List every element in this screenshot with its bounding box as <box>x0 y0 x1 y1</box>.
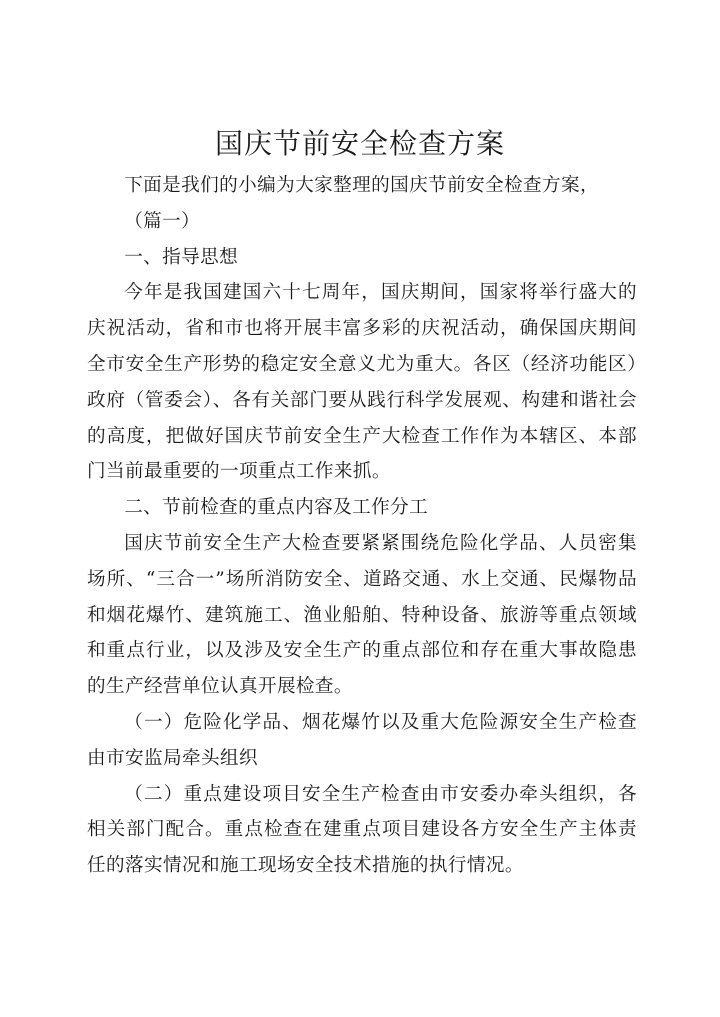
document-title: 国庆节前安全检查方案 <box>214 127 505 160</box>
paragraph-item-two: （二）重点建设项目安全生产检查由市安委办牵头组织，各相关部门配合。重点检查在建重点项目建设各方安全生产主体责任的落实情况和施工现场安全技术措施的执行情况。 <box>87 783 637 877</box>
paragraph-item-one: （一）危险化学品、烟花爆竹以及重大危险源安全生产检查由市安监局牵头组织 <box>87 711 637 769</box>
paragraph-section-label: （篇一） <box>124 210 201 232</box>
paragraph-inspection-focus: 国庆节前安全生产大检查要紧紧围绕危险化学品、人员密集场所、“三合一”场所消防安全、道路交通、水上交通、民爆物品和烟花爆竹、建筑施工、渔业船舶、特种设备、旅游等重点领域和重点行业，以及涉及安全生产的重点部位和存在重大事故隐患的生产经营单位认真开展检查。 <box>87 532 637 698</box>
heading-inspection-focus: 二、节前检查的重点内容及工作分工 <box>124 497 429 519</box>
paragraph-guiding-ideology: 今年是我国建国六十七周年，国庆期间，国家将举行盛大的庆祝活动，省和市也将开展丰富多彩的庆祝活动，确保国庆期间全市安全生产形势的稳定安全意义尤为重大。各区（经济功能区）政府（管委会）、各有关部门要从践行科学发展观、构建和谐社会的高度，把做好国庆节前安全生产大检查工作作为本辖区、本部门当前最重要的一项重点工作来抓。 <box>87 282 637 483</box>
paragraph-intro: 下面是我们的小编为大家整理的国庆节前安全检查方案， <box>124 175 600 196</box>
heading-guiding-ideology: 一、指导思想 <box>124 246 239 268</box>
document-body <box>87 168 637 884</box>
